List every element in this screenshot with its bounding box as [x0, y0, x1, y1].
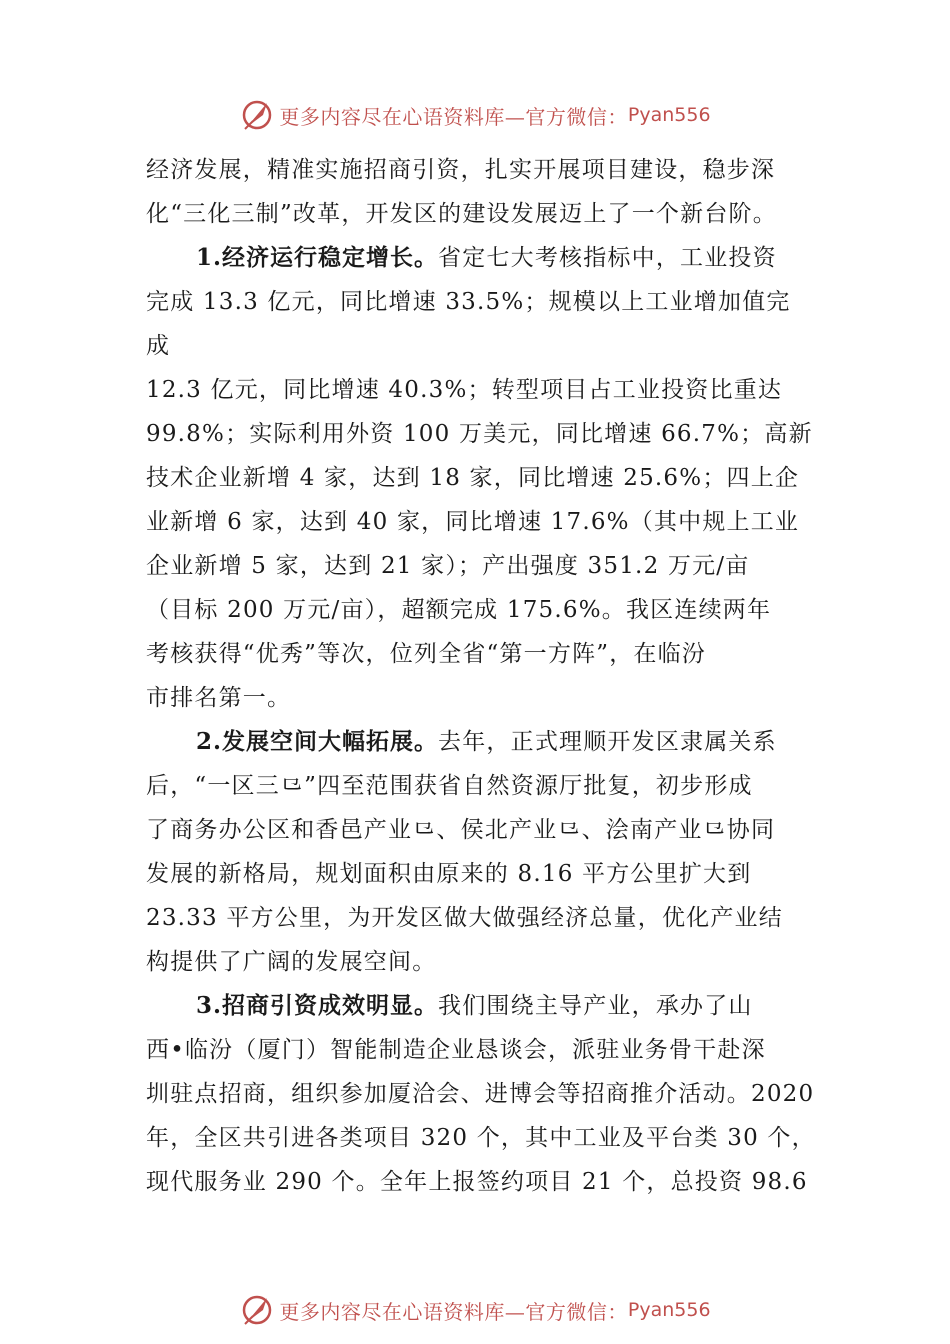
section-heading: 1.经济运行稳定增长。 — [196, 244, 439, 271]
footer-banner — [0, 1290, 950, 1330]
text-line: 年，全区共引进各类项目 320 个，其中工业及平台类 30 个， — [146, 1125, 816, 1151]
text-line: 23.33 平方公里，为开发区做大做强经济总量，优化产业结 — [146, 905, 783, 931]
text-line: 西•临汾（厦门）智能制造企业恳谈会，派驻业务骨干赴深 — [146, 1037, 766, 1063]
header-banner — [0, 95, 950, 135]
section-1-heading-line — [146, 236, 836, 280]
text-line: 完成 13.3 亿元，同比增速 33.5%；规模以上工业增加值完 — [146, 289, 791, 315]
text-line: 业新增 6 家，达到 40 家，同比增速 17.6%（其中规上工业 — [146, 509, 800, 535]
text-line: 现代服务业 290 个。全年上报签约项目 21 个，总投资 98.6 — [146, 1169, 808, 1195]
section-heading: 2.发展空间大幅拓展。 — [196, 728, 439, 755]
text-line: 圳驻点招商，组织参加厦洽会、进博会等招商推介活动。2020 — [146, 1081, 815, 1107]
section-lead-text: 我们围绕主导产业，承办了山 — [438, 993, 753, 1019]
quill-logo-icon — [239, 1292, 275, 1328]
footer-banner-text: 更多内容尽在心语资料库—官方微信： — [279, 1299, 628, 1324]
text-line: 99.8%；实际利用外资 100 万美元，同比增速 66.7%；高新 — [146, 421, 813, 447]
header-banner-id: Pyan556 — [627, 104, 711, 126]
text-line: 市排名第一。 — [146, 685, 292, 711]
section-lead-text: 省定七大考核指标中，工业投资 — [438, 245, 777, 271]
section-heading: 3.招商引资成效明显。 — [196, 992, 439, 1019]
text-line: 企业新增 5 家，达到 21 家）；产出强度 351.2 万元/亩 — [146, 553, 750, 579]
footer-banner-id: Pyan556 — [627, 1299, 711, 1321]
section-2-heading-line — [146, 720, 836, 764]
text-line: 12.3 亿元，同比增速 40.3%；转型项目占工业投资比重达 — [146, 377, 783, 403]
text-line: 构提供了广阔的发展空间。 — [146, 949, 437, 975]
text-line: 发展的新格局，规划面积由原来的 8.16 平方公里扩大到 — [146, 861, 752, 887]
document-body — [146, 148, 836, 1204]
text-line: 经济发展，精准实施招商引资，扎实开展项目建设，稳步深 — [146, 157, 776, 183]
section-lead-text: 去年，正式理顺开发区隶属关系 — [438, 729, 777, 755]
section-3-heading-line — [146, 984, 836, 1028]
text-line: 技术企业新增 4 家，达到 18 家，同比增速 25.6%；四上企 — [146, 465, 800, 491]
text-line: （目标 200 万元/亩），超额完成 175.6%。我区连续两年 — [146, 597, 772, 623]
quill-logo-icon — [239, 97, 275, 133]
header-banner-text: 更多内容尽在心语资料库—官方微信： — [279, 104, 628, 129]
text-line: 考核获得“优秀”等次，位列全省“第一方阵”，在临汾 — [146, 641, 707, 667]
text-line: 化“三化三制”改革，开发区的建设发展迈上了一个新台阶。 — [146, 201, 777, 227]
text-line: 了商务办公区和香邑产业⺋、侯北产业⺋、浍南产业⺋协同 — [146, 817, 776, 843]
text-line: 成 — [146, 333, 171, 359]
text-line: 后，“一区三⺋”四至范围获省自然资源厅批复，初步形成 — [146, 773, 753, 799]
